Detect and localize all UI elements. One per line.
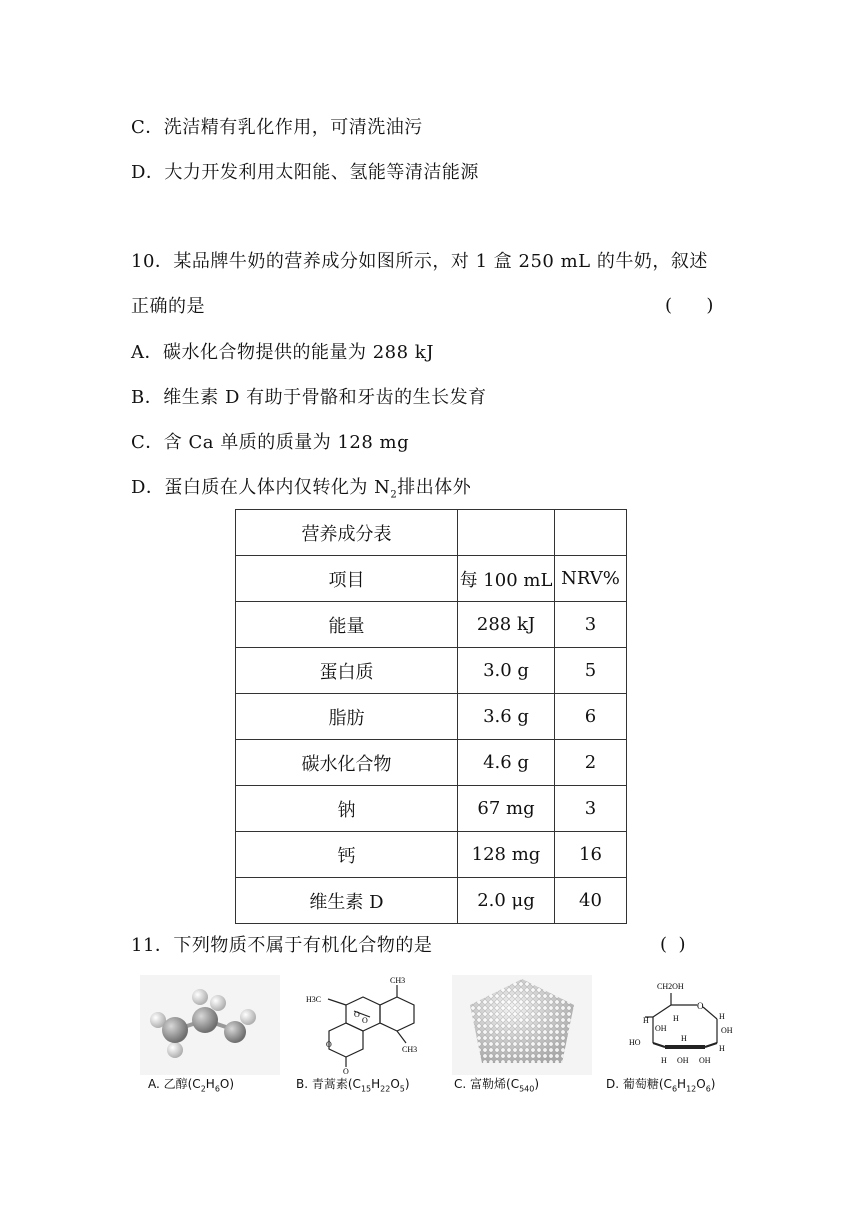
caption-glucose: D. 葡萄糖$(C_6H_{12}O_6)$ — [606, 1077, 716, 1094]
svg-text:H: H — [681, 1034, 687, 1043]
artemisinin-structure-figure — [298, 975, 438, 1075]
ch2oh-label: CH2OH — [657, 982, 684, 991]
svg-text:O: O — [326, 1040, 332, 1049]
ho-label: HO — [629, 1038, 641, 1047]
header-item: 项目 — [236, 556, 458, 602]
table-row: 碳水化合物 4.6 g 2 — [236, 740, 627, 786]
fullerene-figure — [452, 975, 592, 1075]
o-label: O — [343, 1067, 349, 1075]
table-row: 蛋白质 3.0 g 5 — [236, 648, 627, 694]
table-header-row — [236, 556, 627, 602]
svg-text:H: H — [719, 1044, 725, 1053]
table-title: 营养成分表 — [236, 510, 458, 556]
header-nrv: NRV% — [555, 556, 627, 602]
q10-answer-bracket: ( ) — [665, 295, 714, 316]
glucose-structure-figure — [615, 975, 755, 1075]
ethanol-molecule-figure — [140, 975, 280, 1075]
svg-text:H: H — [661, 1056, 667, 1065]
h-label: H — [719, 1012, 725, 1021]
q10-stem-line2: 正确的是 — [131, 296, 205, 317]
header-per-100ml: 每 100 mL — [458, 556, 555, 602]
q10-option-c: C．含 Ca 单质的质量为 128 mg — [131, 432, 410, 453]
svg-text:H: H — [643, 1016, 649, 1025]
ch3-label: CH3 — [390, 976, 406, 985]
oh-label: OH — [721, 1026, 733, 1035]
svg-text:OH: OH — [699, 1056, 711, 1065]
nutrition-table — [235, 509, 627, 924]
caption-artemisinin: B. 青蒿素$(C_{15}H_{22}O_5)$ — [296, 1077, 410, 1094]
table-row: 钠 67 mg 3 — [236, 786, 627, 832]
q11-answer-bracket: ( ) — [660, 934, 686, 955]
table-row: 钙 128 mg 16 — [236, 832, 627, 878]
svg-text:H: H — [673, 1014, 679, 1023]
table-row: 维生素 D 2.0 μg 40 — [236, 878, 627, 924]
q10-stem-line1: 10．某品牌牛奶的营养成分如图所示，对 1 盒 250 mL 的牛奶，叙述 — [131, 251, 708, 272]
q10-option-b: B．维生素 D 有助于骨骼和牙齿的生长发育 — [131, 387, 487, 408]
svg-text:OH: OH — [677, 1056, 689, 1065]
q9-option-d: D．大力开发利用太阳能、氢能等清洁能源 — [131, 162, 479, 183]
q10-option-a: A．碳水化合物提供的能量为 288 kJ — [131, 342, 434, 363]
caption-ethanol: A. 乙醇$(C_2H_6O)$ — [148, 1077, 235, 1094]
table-row: 脂肪 3.6 g 6 — [236, 694, 627, 740]
q9-option-c: C．洗洁精有乳化作用，可清洗油污 — [131, 117, 423, 138]
svg-text:O: O — [362, 1016, 368, 1025]
ring-oxygen-label: O — [697, 1001, 704, 1011]
h3c-label: H3C — [306, 995, 322, 1004]
caption-fullerene: C. 富勒烯$(C_{540})$ — [454, 1077, 540, 1094]
table-row: 能量 288 kJ 3 — [236, 602, 627, 648]
table-title-row — [236, 510, 627, 556]
q11-stem: 11．下列物质不属于有机化合物的是 — [131, 935, 433, 956]
q10-option-d: D．蛋白质在人体内仅转化为 $N_2$排出体外 — [131, 477, 472, 501]
svg-text:O: O — [354, 1010, 360, 1019]
ch3-label: CH3 — [402, 1045, 418, 1054]
svg-text:OH: OH — [655, 1024, 667, 1033]
